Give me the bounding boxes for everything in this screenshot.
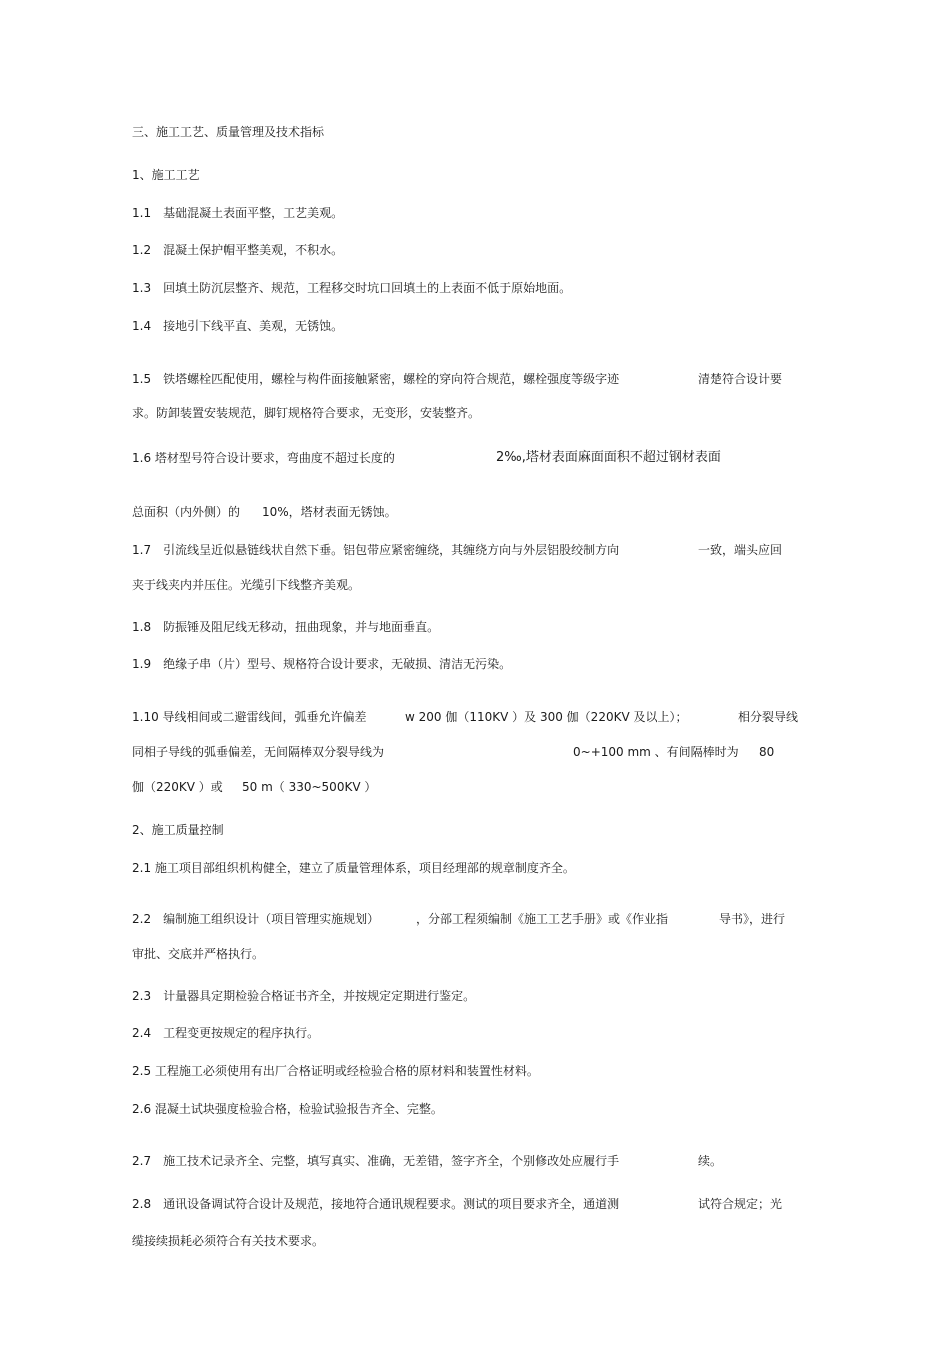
item-2-8-cont: 缆接续损耗必须符合有关技术要求。 (132, 1234, 325, 1248)
item-2-2-part-a: 2.2 编制施工组织设计（项目管理实施规划） (132, 912, 380, 926)
item-1-10-part-g: 伽（220KV ）或 (132, 780, 223, 794)
item-1-1: 1.1 基础混凝土表面平整，工艺美观。 (132, 206, 344, 220)
item-2-3: 2.3 计量器具定期检验合格证书齐全，并按规定定期进行鉴定。 (132, 989, 476, 1003)
item-1-6-part-a: 1.6 塔材型号符合设计要求，弯曲度不超过长度的 (132, 451, 395, 465)
item-2-2-cont: 审批、交底并严格执行。 (132, 947, 265, 961)
item-1-7-part-a: 1.7 引流线呈近似悬链线状自然下垂。铝包带应紧密缠绕，其缠绕方向与外层铝股绞制方向 (132, 543, 620, 557)
item-1-3: 1.3 回填土防沉层整齐、规范，工程移交时坑口回填土的上表面不低于原始地面。 (132, 281, 572, 295)
item-1-10-part-a: 1.10 导线相间或二避雷线间，弧垂允许偏差 (132, 710, 367, 724)
item-2-8-part-a: 2.8 通讯设备调试符合设计及规范，接地符合通讯规程要求。测试的项目要求齐全，通道测 (132, 1197, 620, 1211)
item-2-5: 2.5 工程施工必须使用有出厂合格证明或经检验合格的原材料和装置性材料。 (132, 1064, 539, 1078)
section-2-title: 2、施工质量控制 (132, 823, 224, 837)
item-2-4: 2.4 工程变更按规定的程序执行。 (132, 1026, 320, 1040)
item-1-5-part-b: 清楚符合设计要 (698, 372, 783, 386)
item-1-10-part-b: w 200 伽（110KV ）及 300 伽（220KV 及以上）； (405, 710, 688, 724)
item-2-6: 2.6 混凝土试块强度检验合格，检验试验报告齐全、完整。 (132, 1102, 443, 1116)
item-1-6-part-d: 10%，塔材表面无锈蚀。 (262, 505, 397, 519)
item-2-2-part-c: 导书》，进行 (719, 912, 786, 926)
item-2-7-part-a: 2.7 施工技术记录齐全、完整，填写真实、准确，无差错，签字齐全，个别修改处应履行手 (132, 1154, 620, 1168)
item-1-9: 1.9 绝缘子串（片）型号、规格符合设计要求，无破损、清洁无污染。 (132, 657, 512, 671)
section-1-title: 1、施工工艺 (132, 168, 200, 182)
item-1-5-cont: 求。防卸装置安装规范，脚钉规格符合要求，无变形，安装整齐。 (132, 406, 481, 420)
item-1-5-part-a: 1.5 铁塔螺栓匹配使用，螺栓与构件面接触紧密，螺栓的穿向符合规范，螺栓强度等级字迹 (132, 372, 620, 386)
item-1-6-part-b: 2‰,塔材表面麻面面积不超过钢材表面 (496, 450, 721, 465)
item-1-10-part-f: 80 (759, 745, 775, 759)
item-2-7-part-b: 续。 (698, 1154, 723, 1168)
item-2-8-part-b: 试符合规定；光 (698, 1197, 783, 1211)
item-1-2: 1.2 混凝土保护帽平整美观，不积水。 (132, 243, 344, 257)
item-1-10-part-h: 50 m（ 330~500KV ） (242, 780, 377, 794)
item-1-6-part-c: 总面积（内外侧）的 (132, 505, 241, 519)
item-1-10-part-e: 0~+100 mm 、有间隔棒时为 (573, 745, 739, 759)
item-1-7-cont: 夹于线夹内并压住。光缆引下线整齐美观。 (132, 578, 361, 592)
item-2-1: 2.1 施工项目部组织机构健全，建立了质量管理体系，项目经理部的规章制度齐全。 (132, 861, 575, 875)
item-1-7-part-b: 一致，端头应回 (698, 543, 783, 557)
item-1-10-part-c: 相分裂导线 (738, 710, 799, 724)
item-1-10-part-d: 同相子导线的弧垂偏差，无间隔棒双分裂导线为 (132, 745, 385, 759)
item-1-4: 1.4 接地引下线平直、美观，无锈蚀。 (132, 319, 344, 333)
section-heading: 三、施工工艺、质量管理及技术指标 (132, 125, 325, 139)
item-1-8: 1.8 防振锤及阻尼线无移动，扭曲现象，并与地面垂直。 (132, 620, 440, 634)
item-2-2-part-b: ，分部工程须编制《施工工艺手册》或《作业指 (416, 912, 669, 926)
